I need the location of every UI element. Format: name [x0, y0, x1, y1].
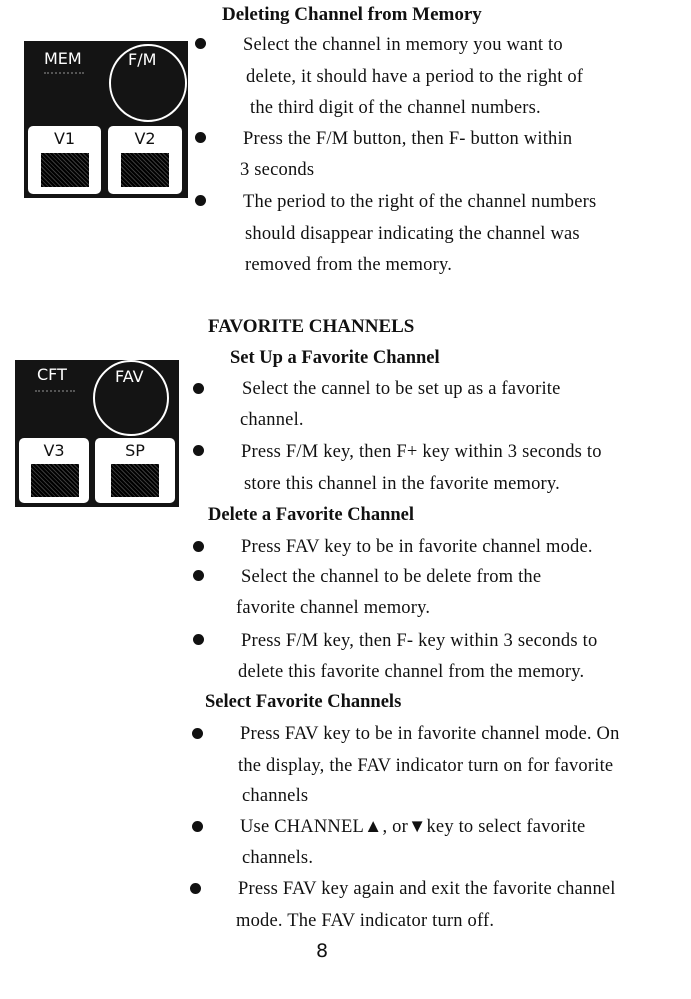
v3-key — [19, 438, 89, 503]
text-line: Press F/M key, then F- key within 3 seconds to — [241, 631, 598, 651]
text-line: should disappear indicating the channel was — [245, 224, 580, 244]
v2-key-label: V2 — [134, 129, 156, 148]
subheading-select-favorites: Select Favorite Channels — [205, 692, 402, 712]
text-line: Press FAV key to be in favorite channel mode. — [241, 537, 593, 557]
section-heading-deleting-channel: Deleting Channel from Memory — [222, 4, 482, 25]
fav-label: FAV — [115, 367, 144, 386]
bullet — [190, 883, 201, 894]
bullet — [195, 195, 206, 206]
text-line: channels — [242, 786, 309, 806]
text-line: Select the channel in memory you want to — [243, 35, 563, 55]
text-line: Select the channel to be delete from the — [241, 567, 542, 587]
text-line: store this channel in the favorite memory. — [244, 474, 560, 494]
text-line: mode. The FAV indicator turn off. — [236, 911, 495, 931]
mem-label: MEM — [44, 49, 82, 68]
bullet — [192, 728, 203, 739]
bullet — [193, 445, 204, 456]
bullet — [192, 821, 203, 832]
text-line: the third digit of the channel numbers. — [250, 98, 541, 118]
v1-key — [28, 126, 101, 194]
text-line: Press the F/M button, then F- button within — [243, 129, 573, 149]
v2-key-pad — [121, 153, 169, 187]
v2-key — [108, 126, 182, 194]
cft-indicator-dots — [35, 390, 75, 392]
bullet — [193, 541, 204, 552]
bullet — [195, 38, 206, 49]
sp-key-pad — [111, 464, 159, 497]
text-line: Use CHANNEL▲, or▼key to select favorite — [240, 817, 586, 837]
fm-label: F/M — [128, 50, 157, 69]
v1-key-pad — [41, 153, 89, 187]
bullet — [193, 383, 204, 394]
subheading-delete-favorite: Delete a Favorite Channel — [208, 505, 415, 525]
text-line: 3 seconds — [240, 160, 315, 180]
text-line: favorite channel memory. — [236, 598, 431, 618]
bullet — [193, 634, 204, 645]
text-line: the display, the FAV indicator turn on for favorite — [238, 756, 614, 776]
text-line: channel. — [240, 410, 304, 430]
v3-key-pad — [31, 464, 79, 497]
text-line: Press FAV key again and exit the favorite channel — [238, 879, 616, 899]
sp-key — [95, 438, 175, 503]
keypad-mem-fm — [24, 41, 188, 198]
text-line: delete, it should have a period to the right of — [246, 67, 584, 87]
text-line: channels. — [242, 848, 314, 868]
page-number: 8 — [316, 940, 329, 962]
cft-label: CFT — [37, 365, 67, 384]
section-heading-favorite-channels: FAVORITE CHANNELS — [208, 316, 415, 337]
v1-key-label: V1 — [53, 129, 76, 148]
v3-key-label: V3 — [43, 441, 65, 460]
text-line: Press F/M key, then F+ key within 3 seconds to — [241, 442, 602, 462]
bullet — [195, 132, 206, 143]
mem-indicator-dots — [44, 72, 84, 74]
text-line: The period to the right of the channel numbers — [243, 192, 597, 212]
text-line: Press FAV key to be in favorite channel mode. On — [240, 724, 620, 744]
text-line: delete this favorite channel from the memory. — [238, 662, 585, 682]
subheading-set-up-favorite: Set Up a Favorite Channel — [230, 348, 440, 368]
sp-key-label: SP — [125, 441, 145, 460]
keypad-cft-fav — [15, 360, 179, 507]
text-line: Select the cannel to be set up as a favorite — [242, 379, 561, 399]
bullet — [193, 570, 204, 581]
text-line: removed from the memory. — [245, 255, 453, 275]
